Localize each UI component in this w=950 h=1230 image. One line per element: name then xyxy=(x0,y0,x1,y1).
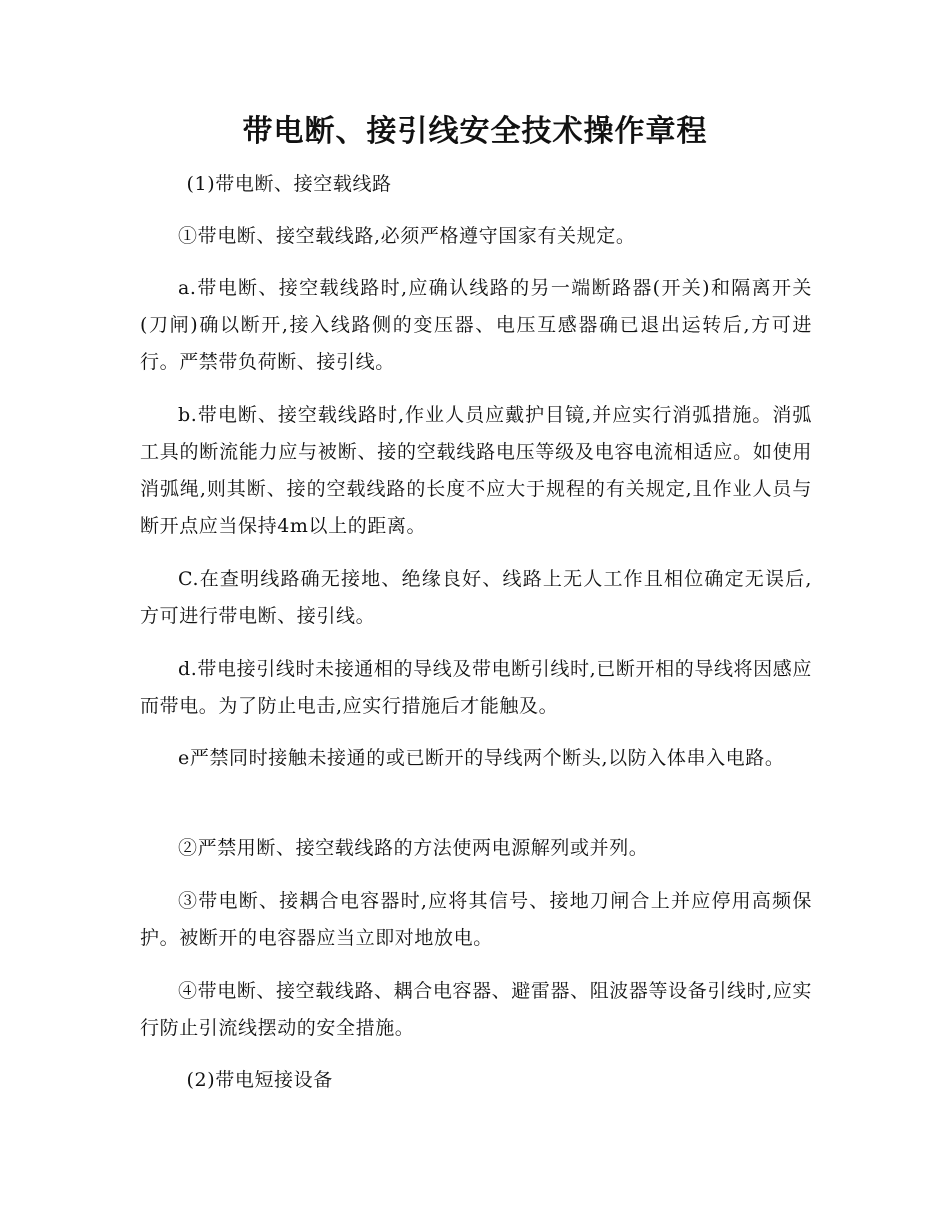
paragraph-item-a: a.带电断、接空载线路时,应确认线路的另一端断路器(开关)和隔离开关(刀闸)确以断开,接入线路侧的变压器、电压互感器确已退出运转后,方可进行。严禁带负荷断、接引线。 xyxy=(140,277,812,373)
paragraph-item-b: b.带电断、接空载线路时,作业人员应戴护目镜,并应实行消弧措施。消弧工具的断流能力应与被断、接的空载线路电压等级及电容电流相适应。如使用消弧绳,则其断、接的空载线路的长度不应大于规程的有关规定,且作业人员与断开点应当保持4m以上的距离。 xyxy=(140,404,812,537)
section-heading-1: (1)带电断、接空载线路 xyxy=(186,173,392,195)
paragraph-rule-4: ④带电断、接空载线路、耦合电容器、避雷器、阻波器等设备引线时,应实行防止引流线摆动的安全措施。 xyxy=(140,980,812,1039)
paragraph-rule-3: ③带电断、接耦合电容器时,应将其信号、接地刀闸合上并应停用高频保护。被断开的电容器应当立即对地放电。 xyxy=(140,890,812,949)
paragraph-item-c: C.在查明线路确无接地、绝缘良好、线路上无人工作且相位确定无误后,方可进行带电断、接引线。 xyxy=(140,568,812,627)
section-heading-2: (2)带电短接设备 xyxy=(186,1069,333,1091)
paragraph-item-d: d.带电接引线时未接通相的导线及带电断引线时,已断开相的导线将因感应而带电。为了防止电击,应实行措施后才能触及。 xyxy=(140,658,812,717)
paragraph-rule-2: ②严禁用断、接空载线路的方法使两电源解列或并列。 xyxy=(178,837,649,859)
document-title: 带电断、接引线安全技术操作章程 xyxy=(242,114,708,149)
paragraph-rule-1: ①带电断、接空载线路,必须严格遵守国家有关规定。 xyxy=(178,225,636,247)
paragraph-item-e: e严禁同时接触未接通的或已断开的导线两个断头,以防入体串入电路。 xyxy=(178,747,785,769)
